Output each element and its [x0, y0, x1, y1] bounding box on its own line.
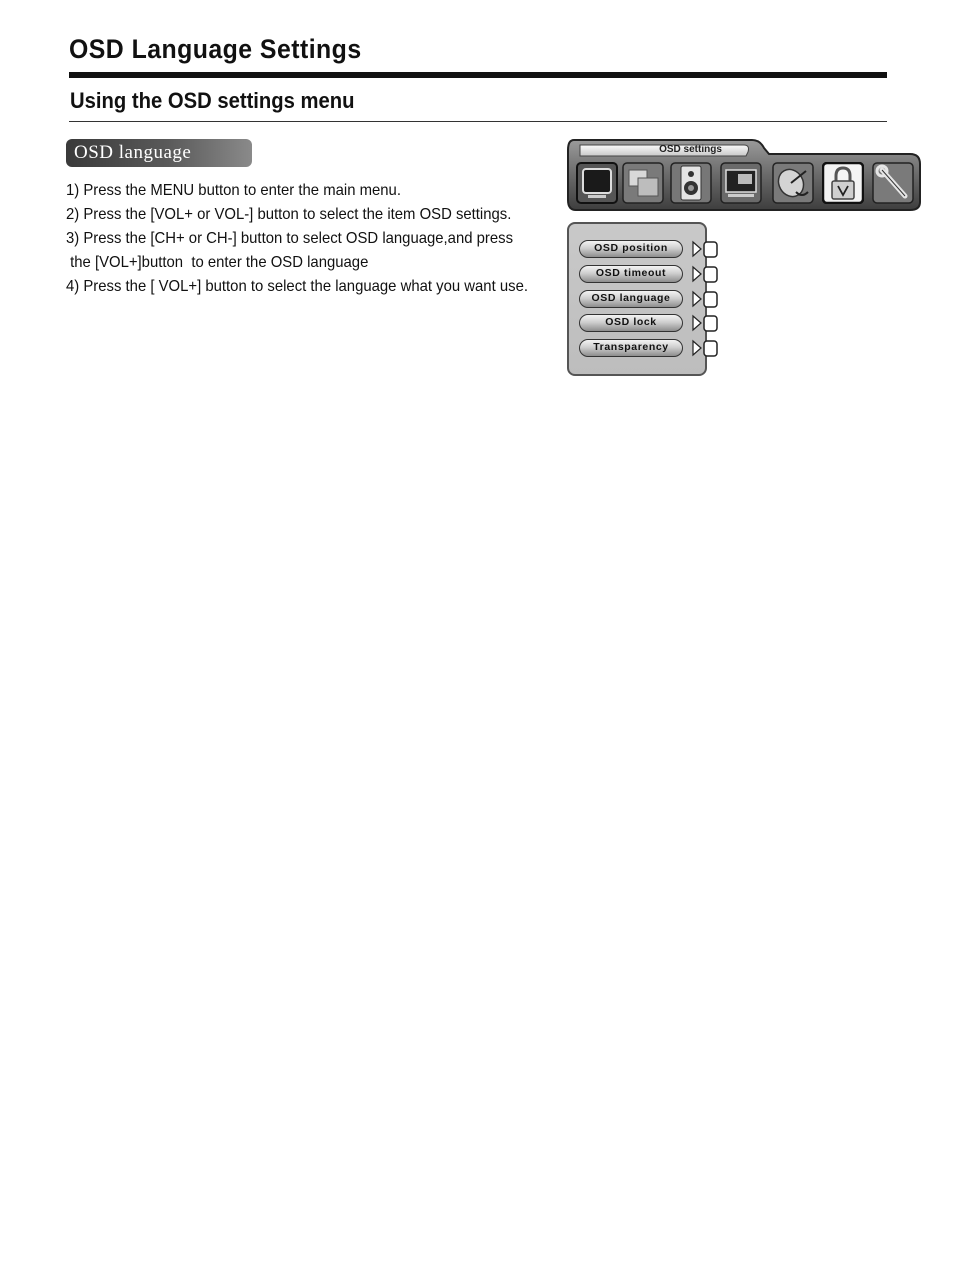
- arrow-right-icon: [692, 290, 718, 308]
- submenu-item-osd-timeout[interactable]: OSD timeout: [579, 265, 683, 283]
- arrow-right-icon: [692, 265, 718, 283]
- screen-icon[interactable]: [720, 162, 762, 204]
- step-2: 2) Press the [VOL+ or VOL-] button to select the item OSD settings.: [66, 206, 512, 223]
- instruction-steps: [66, 179, 576, 299]
- osd-language-tag: OSD language: [66, 139, 252, 167]
- arrow-right-icon: [692, 339, 718, 357]
- osd-main-menu-bar: [566, 138, 922, 212]
- step-3: 3) Press the [CH+ or CH-] button to select OSD language,and press: [66, 230, 514, 247]
- tv-icon[interactable]: [576, 162, 618, 204]
- submenu-item-osd-lock[interactable]: OSD lock: [579, 314, 683, 332]
- speaker-icon[interactable]: [670, 162, 712, 204]
- lock-icon[interactable]: [822, 162, 864, 204]
- picture-icon[interactable]: [622, 162, 664, 204]
- step-1: 1) Press the MENU button to enter the main menu.: [66, 182, 401, 199]
- step-4: 4) Press the [ VOL+] button to select the language what you want use.: [66, 278, 528, 295]
- satellite-dish-icon[interactable]: [772, 162, 814, 204]
- submenu-item-osd-language[interactable]: OSD language: [579, 290, 683, 308]
- page-title: OSD Language Settings: [69, 34, 362, 64]
- arrow-right-icon: [692, 240, 718, 258]
- step-3-continued: the [VOL+]button to enter the OSD language: [66, 254, 369, 271]
- title-divider: [69, 72, 887, 78]
- osd-menu-title: OSD settings: [659, 144, 722, 155]
- wrench-icon[interactable]: [872, 162, 914, 204]
- submenu-item-transparency[interactable]: Transparency: [579, 339, 683, 357]
- section-title: Using the OSD settings menu: [70, 88, 355, 113]
- arrow-right-icon: [692, 314, 718, 332]
- section-divider: [69, 121, 887, 122]
- submenu-item-osd-position[interactable]: OSD position: [579, 240, 683, 258]
- osd-settings-submenu: [567, 222, 707, 376]
